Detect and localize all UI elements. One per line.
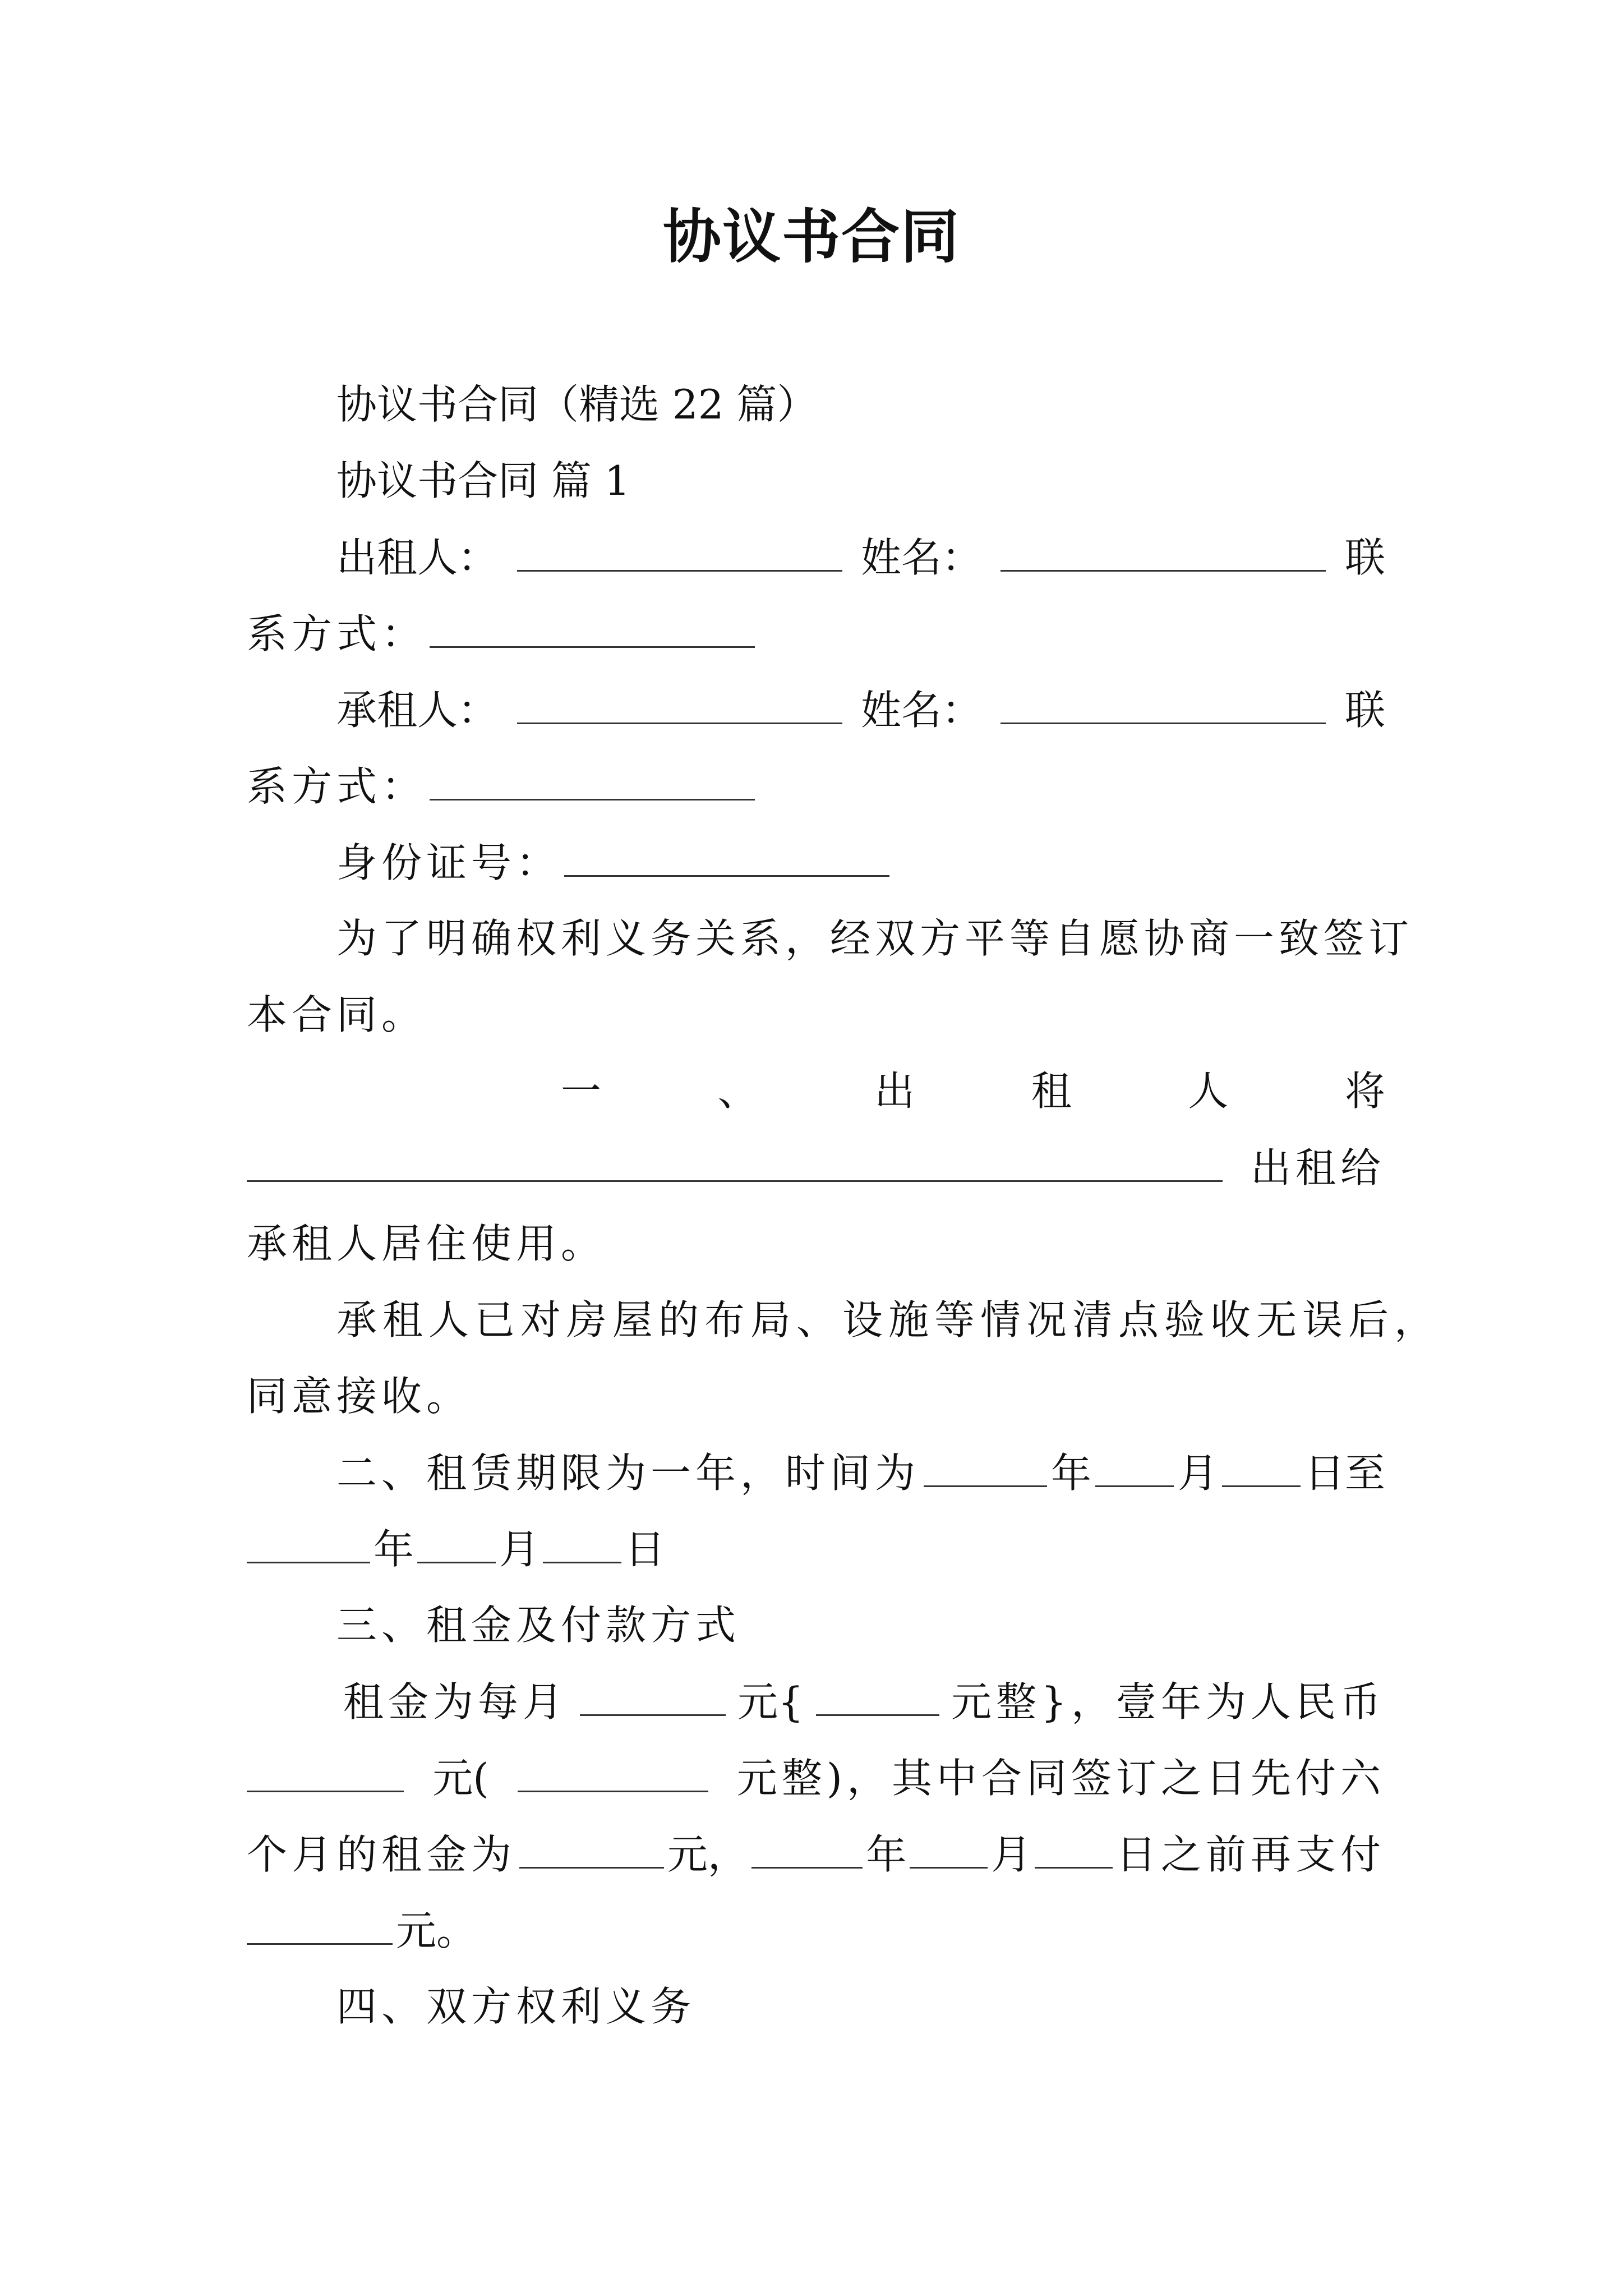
rent-line-3 — [247, 1823, 1385, 1885]
rent-yuan-paren-label: 元( — [432, 1755, 489, 1802]
remaining-rent-blank — [247, 1899, 393, 1945]
end-day-blank — [543, 1518, 621, 1563]
contact-label-end: 系方式： — [247, 610, 427, 657]
id-label: 身份证号： — [336, 839, 561, 886]
rent-to-text: 出租给 — [1250, 1144, 1385, 1191]
lessor-label: 出租人： — [336, 534, 499, 581]
lessee-contact-line — [247, 755, 1385, 817]
start-day-blank — [1222, 1442, 1301, 1487]
rent-yuan-label: 元{ — [737, 1678, 804, 1726]
monthly-rent-words-blank — [816, 1671, 939, 1716]
pay-again-label: 日之前再支付 — [1115, 1831, 1385, 1878]
rent-yuan-end-label: 元。 — [396, 1907, 477, 1954]
payment-day-blank — [1035, 1823, 1113, 1869]
lessor-contact-line — [247, 602, 1385, 664]
rent-line-4 — [247, 1899, 1385, 1961]
section-heading: 协议书合同 篇 1 — [336, 457, 630, 504]
year-label: 年 — [866, 1831, 907, 1878]
annual-rent-blank — [247, 1747, 404, 1792]
lessee-label: 承租人： — [336, 687, 499, 734]
clause-one-char: 、 — [717, 1068, 758, 1115]
rent-first-payment-label: 元整)，其中合同签订之日先付六 — [736, 1755, 1385, 1802]
purpose-text: 为了明确权利义务关系，经双方平等自愿协商一致签订 — [336, 915, 1414, 962]
contact-label-end: 系方式： — [247, 763, 427, 810]
start-year-blank — [924, 1442, 1047, 1487]
end-year-blank — [247, 1518, 370, 1563]
rent-heading: 三、租金及付款方式 — [336, 1602, 741, 1649]
document-subtitle: 协议书合同（精选 22 篇） — [336, 381, 818, 428]
clause-one-char: 将 — [1344, 1068, 1385, 1115]
name-label: 姓名： — [860, 687, 982, 734]
lessor-name-blank — [1000, 526, 1326, 572]
rent-annual-label: 元整}，壹年为人民币 — [951, 1678, 1385, 1726]
rent-yuan-comma-label: 元， — [667, 1831, 748, 1878]
clause-one-char: 一 — [561, 1068, 602, 1115]
rent-line-1 — [343, 1671, 1385, 1732]
lessee-name-blank — [1000, 679, 1326, 724]
rights-heading: 四、双方权利义务 — [336, 1983, 696, 2030]
six-month-rent-label: 个月的租金为 — [247, 1831, 517, 1878]
month-label: 月 — [1177, 1450, 1218, 1497]
id-number-blank — [564, 831, 889, 877]
acceptance-text-cont: 同意接收。 — [247, 1373, 472, 1420]
purpose-text-cont: 本合同。 — [247, 991, 427, 1038]
acceptance-text: 承租人已对房屋的布局、设施等情况清点验收无误后， — [336, 1296, 1441, 1343]
start-month-blank — [1095, 1442, 1174, 1487]
six-month-rent-blank — [519, 1823, 664, 1869]
rent-monthly-label: 租金为每月 — [343, 1678, 568, 1726]
id-number-line — [336, 831, 1385, 893]
annual-rent-words-blank — [518, 1747, 708, 1792]
clause-one-char: 租 — [1031, 1068, 1072, 1115]
lessee-contact-blank — [430, 755, 755, 800]
clause-one-char: 人 — [1188, 1068, 1229, 1115]
contact-label-start: 联 — [1344, 534, 1385, 581]
page-title: 协议书合同 — [662, 202, 960, 271]
rent-line-2 — [247, 1747, 1385, 1809]
payment-month-blank — [910, 1823, 988, 1869]
term-line — [336, 1442, 1385, 1503]
usage-text: 承租人居住使用。 — [247, 1220, 606, 1267]
payment-year-blank — [751, 1823, 863, 1869]
lessee-blank — [517, 679, 842, 724]
term-end-line — [247, 1518, 1385, 1580]
property-line — [247, 1137, 1385, 1198]
clause-one-char: 出 — [874, 1068, 915, 1115]
monthly-rent-blank — [580, 1671, 726, 1716]
month-label: 月 — [499, 1526, 540, 1573]
month-label: 月 — [991, 1831, 1032, 1878]
lessor-contact-blank — [430, 602, 755, 648]
lessee-line — [336, 679, 1385, 740]
name-label: 姓名： — [860, 534, 982, 581]
day-label: 日 — [625, 1526, 666, 1573]
term-label: 二、租赁期限为一年，时间为 — [336, 1450, 920, 1497]
lessor-blank — [517, 526, 842, 572]
contact-label-start: 联 — [1344, 687, 1385, 734]
end-month-blank — [417, 1518, 496, 1563]
year-label: 年 — [1050, 1450, 1091, 1497]
property-blank — [247, 1137, 1223, 1182]
year-label: 年 — [374, 1526, 414, 1573]
day-to-label: 日至 — [1304, 1450, 1385, 1497]
lessor-line — [336, 526, 1385, 588]
clause-one-line — [561, 1060, 1385, 1122]
